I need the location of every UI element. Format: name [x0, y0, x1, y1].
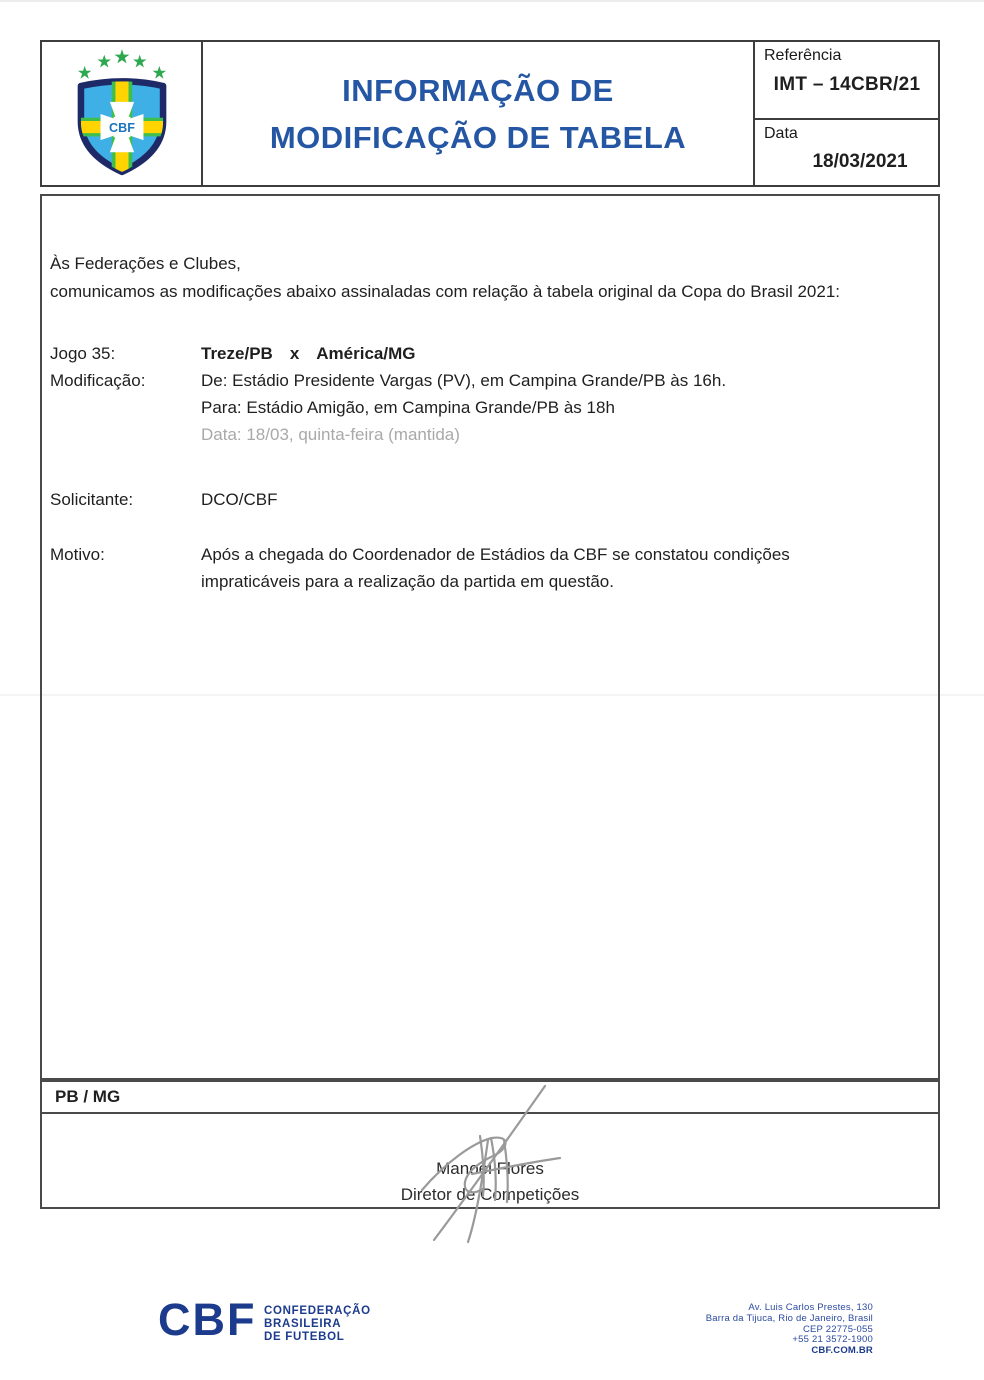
signature-image — [412, 1078, 587, 1246]
motivo-label: Motivo: — [50, 545, 105, 564]
motivo-row — [42, 541, 938, 595]
motivo-line2: impraticáveis para a realização da partida em questão. — [201, 572, 614, 591]
solicitante-value: DCO/CBF — [201, 490, 278, 509]
footer-brand-line1: CONFEDERAÇÃO — [264, 1305, 371, 1317]
match-separator: x — [289, 344, 300, 363]
title-cell — [203, 42, 755, 185]
page-title-line1: INFORMAÇÃO DE — [342, 72, 614, 108]
motivo-line1: Após a chegada do Coordenador de Estádios da CBF se constatou condições — [201, 545, 790, 564]
page-title-line2: MODIFICAÇÃO DE TABELA — [269, 119, 687, 155]
crest-label: CBF — [108, 120, 135, 135]
date-label: Data — [764, 125, 798, 142]
solicitante-label: Solicitante: — [50, 490, 134, 509]
footer-brand-line2: BRASILEIRA — [264, 1318, 342, 1330]
footer-cbf-wordmark: CBF — [158, 1294, 257, 1345]
jogo-label: Jogo 35: — [50, 344, 116, 363]
modificacao-label: Modificação: — [50, 371, 146, 390]
footer-address-line4: +55 21 3572-1900 — [792, 1334, 873, 1346]
jogo-section — [42, 340, 938, 448]
reference-box — [755, 42, 938, 120]
match-home-team: Treze/PB — [201, 344, 273, 363]
solicitante-row — [42, 486, 938, 513]
footer-website: CBF.COM.BR — [811, 1345, 873, 1357]
reference-column — [755, 42, 938, 185]
footer-address-line3: CEP 22775-055 — [802, 1323, 873, 1335]
signer-name: Manoel Flores — [436, 1159, 544, 1178]
modification-from-line: De: Estádio Presidente Vargas (PV), em Campina Grande/PB às 16h. — [201, 371, 727, 390]
match-away-team: América/MG — [316, 344, 416, 363]
salutation-block — [50, 250, 938, 306]
match-line — [201, 340, 938, 367]
states-label: PB / MG — [55, 1087, 121, 1106]
date-value: 18/03/2021 — [812, 151, 908, 172]
modification-date-note: Data: 18/03, quinta-feira (mantida) — [201, 425, 460, 444]
modification-to-line: Para: Estádio Amigão, em Campina Grande/PB às 18h — [201, 398, 615, 417]
salutation: Às Federações e Clubes, — [50, 254, 241, 273]
header-table — [40, 40, 940, 187]
crest-cell — [42, 42, 203, 185]
page-title — [270, 67, 686, 161]
cbf-crest-icon — [66, 45, 178, 183]
footer-brand-line3: DE FUTEBOL — [264, 1331, 345, 1343]
date-box — [755, 120, 938, 185]
crest-stars-icon — [77, 49, 165, 78]
signer-title: Diretor de Competições — [400, 1185, 580, 1204]
document-body — [40, 194, 940, 1080]
intro-line: comunicamos as modificações abaixo assinaladas com relação à tabela original da Copa do Brasil 2021: — [50, 282, 841, 301]
motivo-text — [201, 541, 938, 595]
reference-label: Referência — [764, 47, 842, 64]
footer-address-line2: Barra da Tijuca, Rio de Janeiro, Brasil — [705, 1312, 873, 1324]
reference-value: IMT – 14CBR/21 — [773, 74, 921, 95]
footer-address-line1: Av. Luis Carlos Prestes, 130 — [748, 1302, 873, 1313]
footer-address — [706, 1303, 873, 1357]
footer-brand-name — [264, 1305, 371, 1344]
